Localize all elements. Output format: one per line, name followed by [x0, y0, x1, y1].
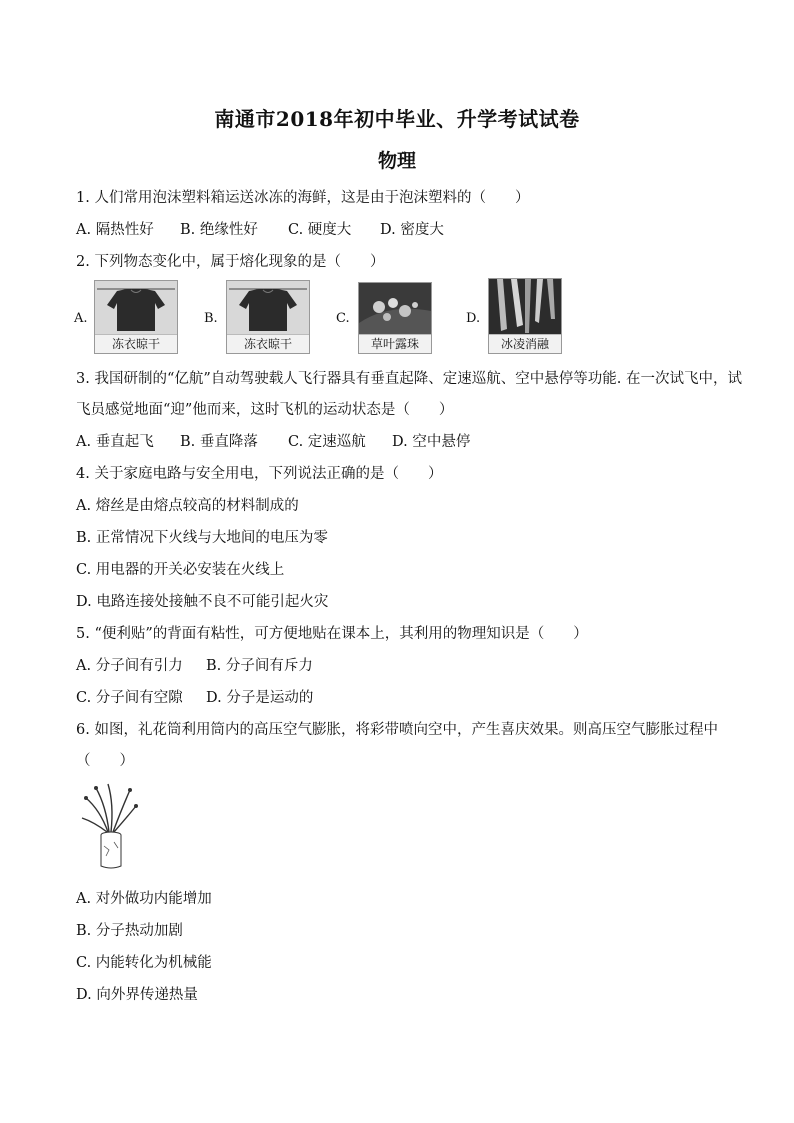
q6-option-d: D. 向外界传递热量	[76, 987, 198, 1003]
page-title: 南通市2018年初中毕业、升学考试试卷	[214, 107, 580, 131]
q2-caption-d: 冰凌消融	[489, 334, 561, 353]
question-3-stem-line1: 3. 我国研制的“亿航”自动驾驶载人飞行器具有垂直起降、定速巡航、空中悬停等功能. 在一次试飞中，试	[76, 371, 742, 387]
question-3-options	[76, 430, 470, 451]
q2-letter-d: D.	[466, 311, 481, 326]
q2-letter-b: B.	[204, 311, 218, 326]
q2-letter-c: C.	[336, 311, 350, 326]
q1-option-b: B. 绝缘性好	[180, 222, 258, 238]
question-3-stem-line2: 飞员感觉地面“迎”他而来，这时飞机的运动状态是（ ）	[76, 402, 454, 418]
question-1-options	[76, 218, 444, 239]
q5-option-a: A. 分子间有引力	[76, 658, 183, 674]
q6-option-b: B. 分子热动加剧	[76, 923, 183, 939]
question-4-stem: 4. 关于家庭电路与安全用电，下列说法正确的是（ ）	[76, 466, 443, 482]
q4-option-b: B. 正常情况下火线与大地间的电压为零	[76, 530, 328, 546]
dew-drops-image	[359, 283, 431, 335]
melting-icicles-image	[489, 279, 561, 335]
q5-option-d: D. 分子是运动的	[206, 690, 314, 706]
q4-option-c: C. 用电器的开关必安装在火线上	[76, 562, 285, 578]
q2-figure-d	[488, 278, 562, 354]
question-1-stem: 1. 人们常用泡沫塑料箱运送冰冻的海鲜，这是由于泡沫塑料的（ ）	[76, 190, 530, 206]
q2-letter-a: A.	[74, 311, 88, 326]
frozen-clothes-image	[227, 281, 309, 335]
q2-caption-b: 冻衣晾干	[227, 334, 309, 353]
party-popper-figure	[78, 780, 140, 872]
q2-figure-a	[94, 280, 178, 354]
question-6-stem-line1: 6. 如图，礼花筒利用筒内的高压空气膨胀，将彩带喷向空中，产生喜庆效果。则高压空气膨胀过程中	[76, 722, 718, 738]
q6-option-c: C. 内能转化为机械能	[76, 955, 212, 971]
question-5-options-row1	[76, 654, 313, 675]
q1-option-d: D. 密度大	[380, 222, 444, 238]
q1-option-c: C. 硬度大	[288, 222, 352, 238]
q2-caption-c: 草叶露珠	[359, 334, 431, 353]
q2-figure-c	[358, 282, 432, 354]
q5-option-b: B. 分子间有斥力	[206, 658, 313, 674]
q5-option-c: C. 分子间有空隙	[76, 690, 183, 706]
q2-caption-a: 冻衣晾干	[95, 334, 177, 353]
question-6-stem-line2: （ ）	[76, 753, 134, 769]
q3-option-b: B. 垂直降落	[180, 434, 258, 450]
q3-option-a: A. 垂直起飞	[76, 434, 154, 450]
question-5-options-row2	[76, 686, 313, 707]
question-2-stem: 2. 下列物态变化中，属于熔化现象的是（ ）	[76, 254, 385, 270]
q3-option-c: C. 定速巡航	[288, 434, 366, 450]
q2-figure-b	[226, 280, 310, 354]
q4-option-a: A. 熔丝是由熔点较高的材料制成的	[76, 498, 299, 514]
frozen-clothes-image	[95, 281, 177, 335]
q3-option-d: D. 空中悬停	[392, 434, 471, 450]
q4-option-d: D. 电路连接处接触不良不可能引起火灾	[76, 594, 329, 610]
q1-option-a: A. 隔热性好	[76, 222, 154, 238]
subject-title: 物理	[377, 150, 416, 172]
question-5-stem: 5. “便利贴”的背面有粘性，可方便地贴在课本上，其利用的物理知识是（ ）	[76, 626, 588, 642]
q6-option-a: A. 对外做功内能增加	[76, 891, 212, 907]
